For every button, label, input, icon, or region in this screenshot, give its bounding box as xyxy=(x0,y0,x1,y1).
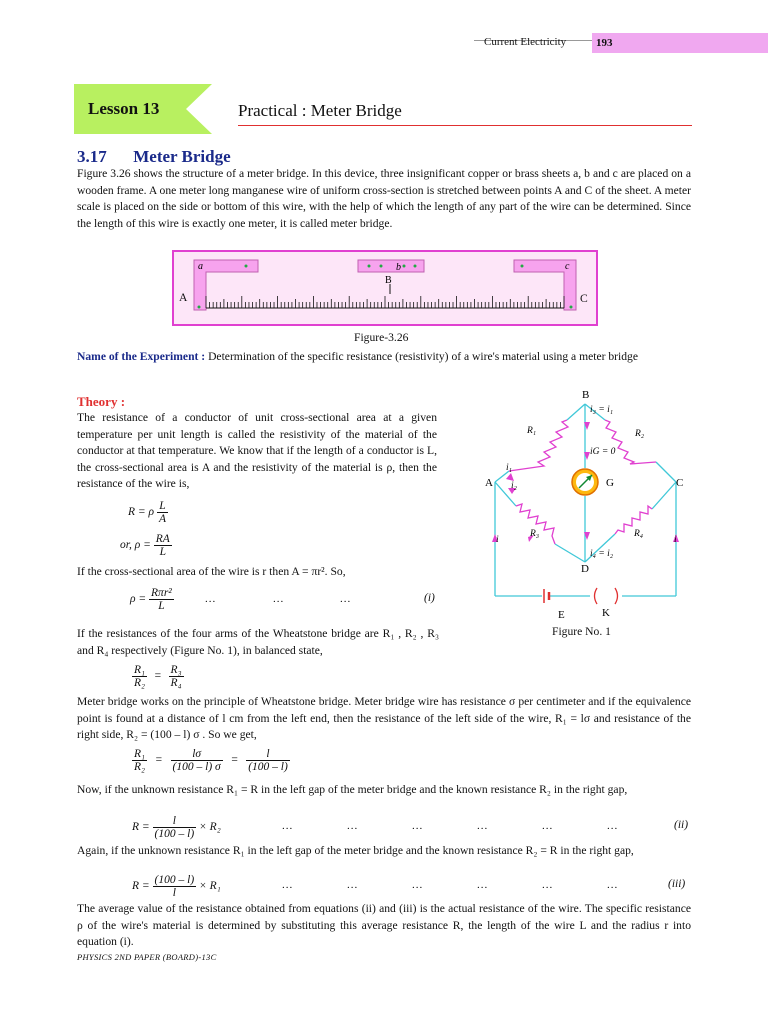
node-A: A xyxy=(485,477,493,489)
header-page-number: 193 xyxy=(592,33,768,53)
eq6-num: l xyxy=(153,815,197,828)
eq7-rhs: × R₁ xyxy=(199,880,221,893)
eq6-tag: (ii) xyxy=(674,819,689,831)
equation-iii xyxy=(132,874,221,899)
experiment-label: Name of the Experiment : xyxy=(77,350,206,363)
four-arms-text: If the resistances of the four arms of the Wheatstone bridge are R₁ , R₂ , R₃ and R₄ respectively (Figure No. 1), in balanced state, xyxy=(77,627,439,657)
node-D: D xyxy=(581,563,589,575)
label-E: E xyxy=(558,609,565,621)
section-title: Meter Bridge xyxy=(133,147,231,166)
eq6-den: (100 – l) xyxy=(154,828,195,840)
eq2-num: RA xyxy=(155,533,170,545)
label-i2: i₂ xyxy=(511,481,517,491)
eq4-d2: R₄ xyxy=(170,677,182,689)
label-i-left: i xyxy=(496,535,499,545)
eq4-n1: R₁ xyxy=(134,664,146,676)
lesson-title: Practical : Meter Bridge xyxy=(238,101,402,120)
label-R4: R₄ xyxy=(634,529,644,539)
experiment-line xyxy=(77,349,691,366)
label-K: K xyxy=(602,607,610,619)
equation-resistance xyxy=(128,500,168,525)
section-heading xyxy=(77,147,231,167)
fig-label-B: B xyxy=(385,275,392,286)
eq2-den: L xyxy=(159,546,166,558)
meter-bridge-figure xyxy=(172,250,598,326)
label-G: G xyxy=(606,477,614,489)
fig-label-c: c xyxy=(565,261,570,272)
fig-label-a: a xyxy=(198,261,203,272)
node-C: C xyxy=(676,477,684,489)
area-text: If the cross-sectional area of the wire is r then A = πr². So, xyxy=(77,565,346,578)
eq3-num: Rπr² xyxy=(151,587,172,599)
principle-paragraph: Meter bridge works on the principle of Wheatstone bridge. Meter bridge wire has resistance σ per centimeter and if the equivalence point is found at a distance of l cm from the left end, then the resistance of the left side of the wire, R₁ = lσ and resistance of the right side, R₂ = (100 – l) σ . So we get, xyxy=(77,695,691,741)
eq5-d2: (100 – l) σ xyxy=(172,761,221,773)
now-paragraph: Now, if the unknown resistance R₁ = R in the left gap of the meter bridge and the known resistance R₂ in the right gap, xyxy=(77,783,628,796)
eq4-n2: R₃ xyxy=(170,664,182,676)
eq1-num: L xyxy=(157,500,168,513)
label-R2: R₂ xyxy=(635,429,645,439)
equation-i xyxy=(130,587,174,612)
eq6-dots: ... ... ... ... ... ... xyxy=(282,820,619,832)
eq3-lhs: ρ = xyxy=(130,593,147,606)
eq7-den: l xyxy=(172,887,176,899)
eq1-lhs: R = ρ xyxy=(128,506,155,519)
eq1-den: A xyxy=(158,513,166,525)
balance-equation: $\frac{\text{R₁}}{\text{R₂}}$ = $\frac{\text{R₃}}{\text{R₄}}$ xyxy=(134,664,182,689)
label-iG: iG = 0 xyxy=(590,447,616,457)
final-paragraph: The average value of the resistance obtained from equations (ii) and (iii) is the actual resistance of the wire. The specific resistance ρ of the wire's material is determined by substituting this average resistance R, the length of the wire L and the radius r into equation (i). xyxy=(77,902,691,948)
eq7-tag: (iii) xyxy=(668,878,686,890)
eq5-d1: R₂ xyxy=(134,761,146,773)
wheatstone-bridge-figure xyxy=(480,384,696,644)
header-section: Current Electricity xyxy=(484,36,567,48)
section-number: 3.17 xyxy=(77,147,107,166)
label-i3: i₃ = i₁ xyxy=(590,405,614,415)
fig-label-b: b xyxy=(396,262,401,273)
eq4-d1: R₂ xyxy=(134,677,146,689)
fig-label-A: A xyxy=(179,291,188,304)
footer: PHYSICS 2ND PAPER (BOARD)-13C xyxy=(77,952,217,962)
figure-no-1-caption: Figure No. 1 xyxy=(552,625,611,638)
theory-heading: Theory : xyxy=(77,394,126,409)
label-i1: i₁ xyxy=(506,463,512,473)
eq6-rhs: × R₂ xyxy=(199,821,221,834)
equation-resistivity xyxy=(120,533,172,558)
eq5-n3: l xyxy=(246,748,290,761)
eq5-n2: lσ xyxy=(171,748,223,761)
label-i-right: i xyxy=(674,535,677,545)
fig-label-C: C xyxy=(580,292,588,305)
label-i4: i₄ = i₂ xyxy=(590,549,614,559)
eq3-dots-2: ... xyxy=(273,593,285,605)
node-B: B xyxy=(582,389,590,401)
eq7-lhs: R = xyxy=(132,880,150,893)
intro-paragraph: Figure 3.26 shows the structure of a meter bridge. In this device, three insignificant copper or brass sheets a, b and c are placed on a wooden frame. A one meter long manganese wire of uniform cross-section is stretched between points A and C of the sheet. A meter scale is placed on the side or bottom of this wire, with the help of which the length of any part of the wire can be determined. Since the length of this wire is exactly one meter, it is called meter bridge. xyxy=(77,167,691,230)
again-paragraph: Again, if the unknown resistance R₁ in the left gap of the meter bridge and the known resistance R₂ = R in the right gap, xyxy=(77,844,634,857)
eq6-lhs: R = xyxy=(132,821,150,834)
title-rule xyxy=(238,125,692,126)
eq7-num: (100 – l) xyxy=(154,874,195,886)
experiment-text: Determination of the specific resistance (resistivity) of a wire's material using a meter bridge xyxy=(208,350,638,363)
equation-ii xyxy=(132,815,221,840)
eq5-d3: (100 – l) xyxy=(248,761,288,773)
ratio-equation: $\frac{\text{R₁}}{\text{R₂}}$ = $\frac{l\sigma}{(100 - l) \sigma}$ = $\frac{l}{(100 - l)}$ xyxy=(134,748,288,773)
eq3-den: L xyxy=(158,600,165,612)
eq3-tag: (i) xyxy=(424,592,435,604)
eq2-lhs: or, ρ = xyxy=(120,539,151,552)
eq3-dots-3: ... xyxy=(340,593,352,605)
eq5-n1: R₁ xyxy=(134,748,146,760)
eq3-dots-1: ... xyxy=(205,593,217,605)
figure-caption: Figure-3.26 xyxy=(354,331,409,344)
theory-paragraph: The resistance of a conductor of unit cross-sectional area at a given temperature per unit length is called the resistivity of the material of the conductor at that temperature. We know that if the length of a conductor is L, the cross-sectional area is A and the resistivity of the material is ρ, then the resistance of the wire is, xyxy=(77,411,437,490)
label-R1: R₁ xyxy=(527,426,537,436)
eq7-dots: ... ... ... ... ... ... xyxy=(282,879,619,891)
label-R3: R₃ xyxy=(530,529,540,539)
lesson-label: Lesson 13 xyxy=(88,99,160,118)
